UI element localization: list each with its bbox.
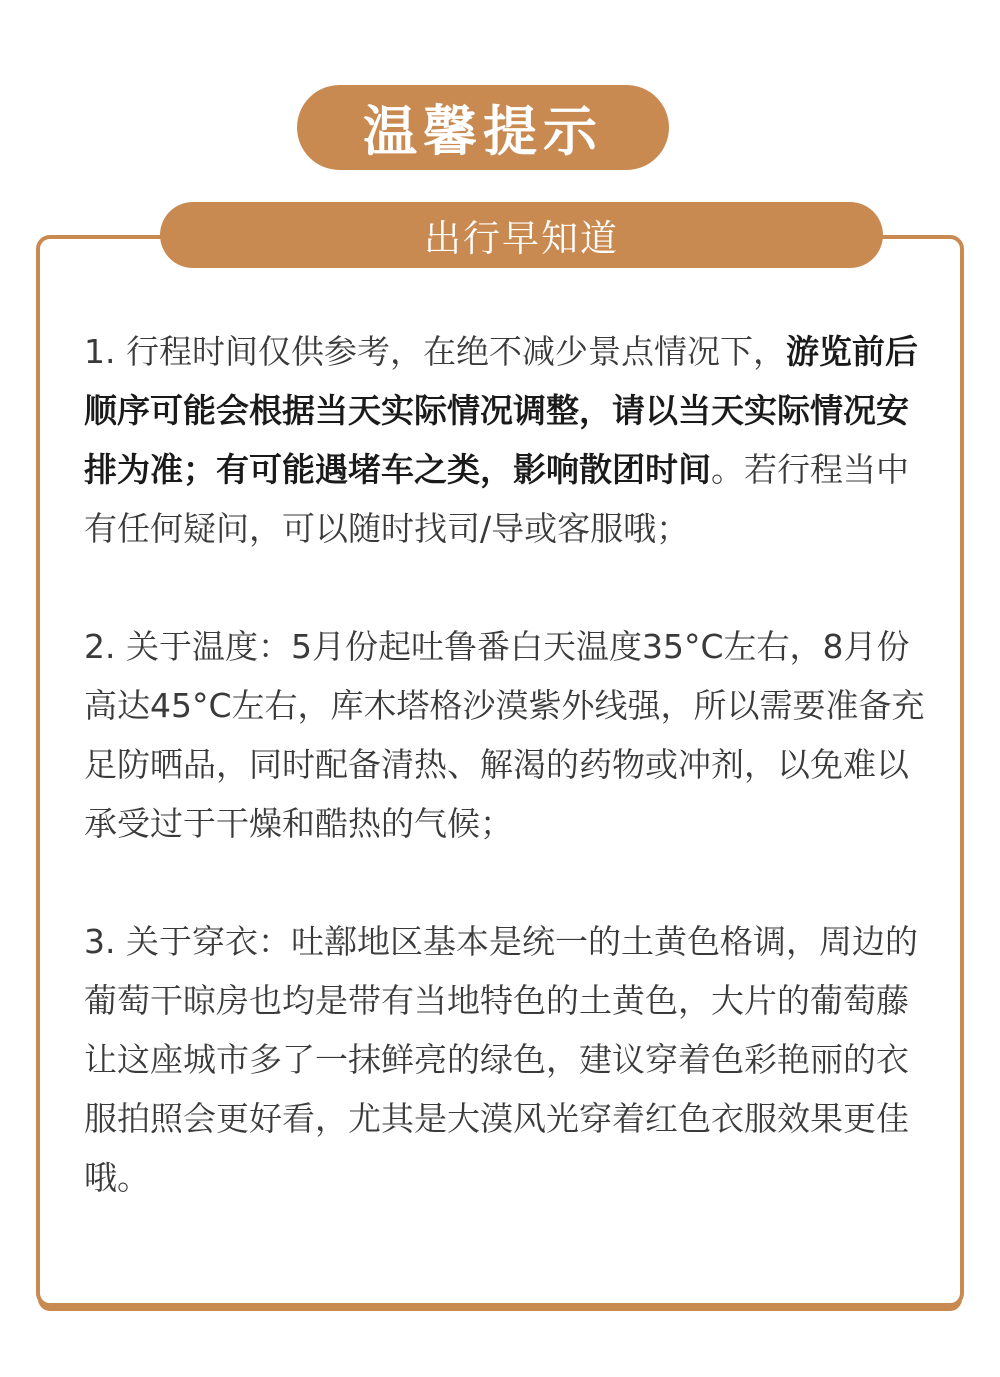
subtitle-banner (160, 202, 883, 268)
tip-1 (84, 322, 934, 558)
tip-1-lead: 1. 行程时间仅供参考，在绝不减少景点情况下， (84, 332, 786, 371)
tip-2: 2. 关于温度：5月份起吐鲁番白天温度35°C左右，8月份高达45°C左右，库木塔格沙漠紫外线强，所以需要准备充足防晒品，同时配备清热、解渴的药物或冲剂，以免难以承受过于干燥和酷热的气候； (84, 627, 925, 843)
tip-1-emphasis: 游览前后顺序可能会根据当天实际情况调整，请以当天实际情况安排为准；有可能遇堵车之类，影响散团时间 (84, 332, 918, 489)
tips-content (84, 322, 934, 1266)
title-banner (297, 85, 669, 170)
page-title: 温馨提示 (363, 100, 603, 163)
tip-1-tail: 。若行程当中有任何疑问，可以随时找司/导或客服哦； (84, 450, 909, 548)
tip-3: 3. 关于穿衣：吐鄯地区基本是统一的土黄色格调，周边的葡萄干晾房也均是带有当地特色的土黄色，大片的葡萄藤让这座城市多了一抹鲜亮的绿色，建议穿着色彩艳丽的衣服拍照会更好看，尤其是大漠风光穿着红色衣服效果更佳哦。 (84, 922, 918, 1197)
section-title: 出行早知道 (424, 217, 619, 260)
